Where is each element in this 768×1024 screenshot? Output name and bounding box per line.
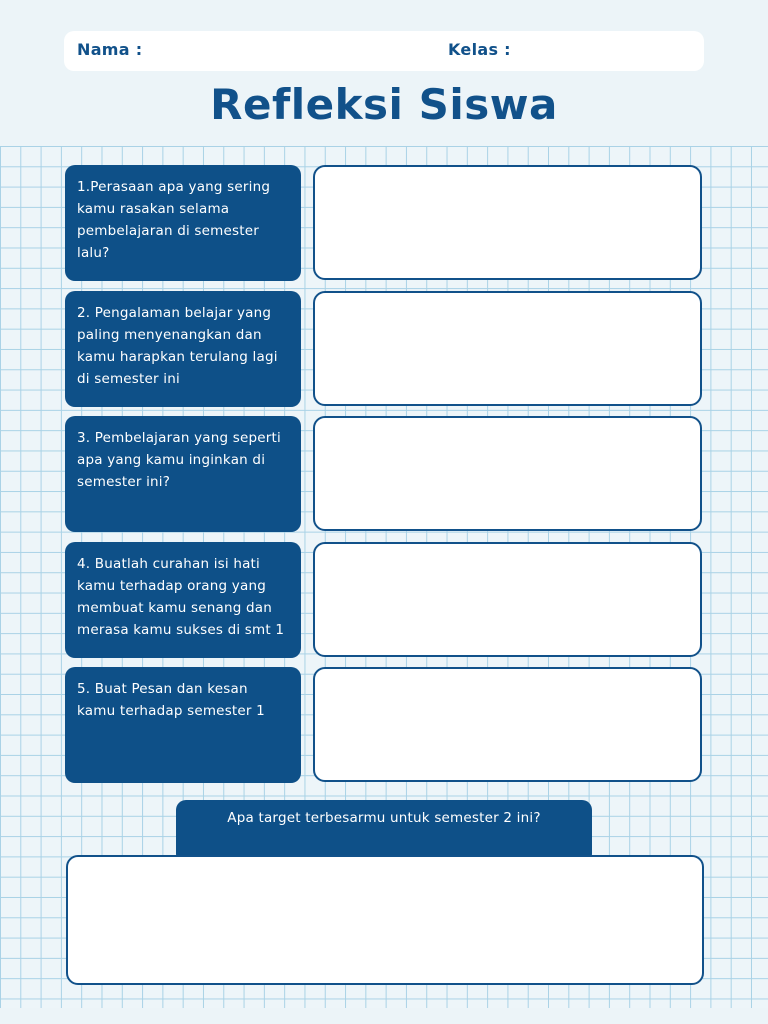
- target-question: Apa target terbesarmu untuk semester 2 ini?: [176, 800, 592, 864]
- page-title: Refleksi Siswa: [210, 80, 558, 129]
- kelas-label[interactable]: Kelas :: [448, 40, 511, 59]
- answer-box-2[interactable]: [313, 291, 702, 406]
- question-2: 2. Pengalaman belajar yang paling menyenangkan dan kamu harapkan terulang lagi di semester ini: [65, 291, 301, 407]
- answer-box-1[interactable]: [313, 165, 702, 280]
- target-answer-box[interactable]: [66, 855, 704, 985]
- question-4: 4. Buatlah curahan isi hati kamu terhadap orang yang membuat kamu senang dan merasa kamu sukses di smt 1: [65, 542, 301, 658]
- nama-label[interactable]: Nama :: [77, 40, 143, 59]
- student-info-bar: [64, 31, 704, 71]
- question-1: 1.Perasaan apa yang sering kamu rasakan selama pembelajaran di semester lalu?: [65, 165, 301, 281]
- answer-box-5[interactable]: [313, 667, 702, 782]
- answer-box-4[interactable]: [313, 542, 702, 657]
- question-3: 3. Pembelajaran yang seperti apa yang kamu inginkan di semester ini?: [65, 416, 301, 532]
- answer-box-3[interactable]: [313, 416, 702, 531]
- question-5: 5. Buat Pesan dan kesan kamu terhadap semester 1: [65, 667, 301, 783]
